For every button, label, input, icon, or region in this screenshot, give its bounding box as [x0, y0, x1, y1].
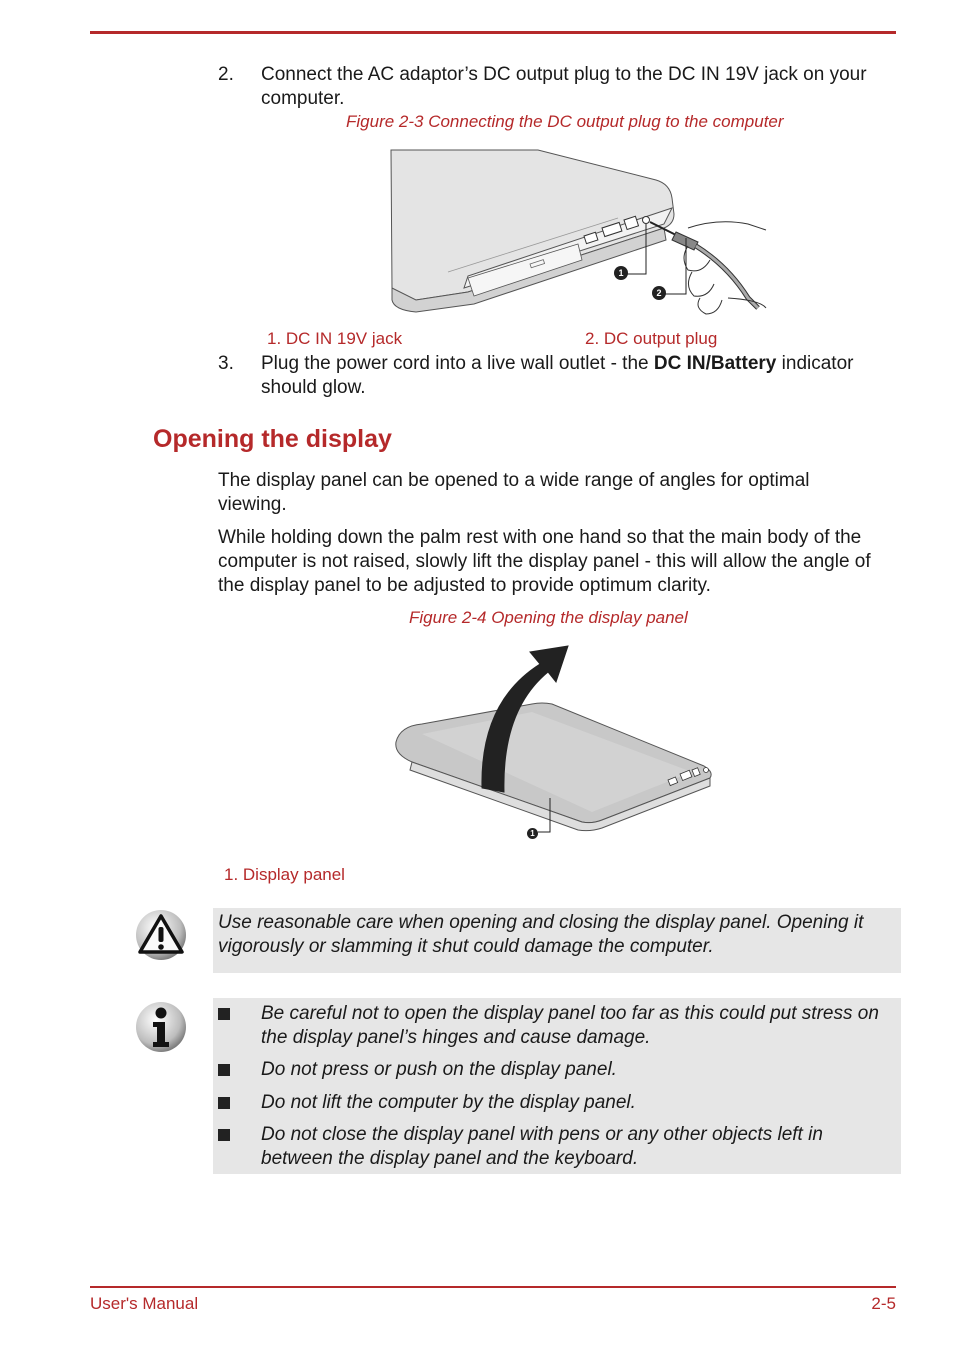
callout-display-panel: 1. Display panel: [224, 865, 345, 884]
marker-2: 2: [652, 286, 666, 300]
indicator-name: DC IN/Battery: [653, 353, 777, 374]
page-number: 2-5: [871, 1294, 896, 1313]
bullet-square: [218, 1097, 230, 1109]
info-bullet-text: Do not press or push on the display panel.: [261, 1059, 617, 1080]
caution-text: Use reasonable care when opening and closing the display panel. Opening it vigorously or slamming it shut could damage the computer.: [218, 912, 864, 957]
step-text: Connect the AC adaptor’s DC output plug to the DC IN 19V jack on your computer.: [261, 64, 867, 109]
paragraph: The display panel can be opened to a wide range of angles for optimal viewing.: [218, 470, 810, 515]
step-number: 3.: [218, 353, 234, 374]
bullet-square: [218, 1129, 230, 1141]
callout-dc-in-jack: 1. DC IN 19V jack: [267, 329, 403, 348]
info-icon: [134, 1000, 188, 1054]
bullet-square: [218, 1008, 230, 1020]
step-text: Plug the power cord into a live wall outlet - the DC IN/Battery indicator should glow.: [261, 353, 854, 398]
warning-triangle-icon: [134, 908, 188, 962]
section-heading: Opening the display: [153, 425, 392, 453]
figure-caption: Figure 2-4 Opening the display panel: [409, 608, 688, 627]
display-panel-illustration: [392, 642, 722, 840]
step-number: 2.: [218, 64, 234, 85]
info-bullet-text: Do not close the display panel with pens or any other objects left in between the display panel and the keyboard.: [261, 1124, 823, 1169]
dc-plug-illustration: [388, 148, 768, 320]
footer-title: User's Manual: [90, 1294, 199, 1313]
info-bullet-text: Do not lift the computer by the display panel.: [261, 1092, 636, 1113]
info-bullet-text: Be careful not to open the display panel too far as this could put stress on the display panel’s hinges and cause damage.: [261, 1003, 879, 1048]
paragraph: While holding down the palm rest with one hand so that the main body of the computer is not raised, slowly lift the display panel - this will allow the angle of the display panel to be adjusted to provide optimum clarity.: [218, 527, 871, 596]
marker-1: 1: [527, 828, 538, 839]
caution-note: [213, 908, 901, 973]
marker-1: 1: [614, 266, 628, 280]
figure-caption: Figure 2-3 Connecting the DC output plug to the computer: [346, 112, 784, 131]
header-rule: [90, 31, 896, 34]
bullet-square: [218, 1064, 230, 1076]
callout-dc-output-plug: 2. DC output plug: [585, 329, 718, 348]
footer-rule: [90, 1286, 896, 1288]
info-note: [213, 998, 901, 1174]
